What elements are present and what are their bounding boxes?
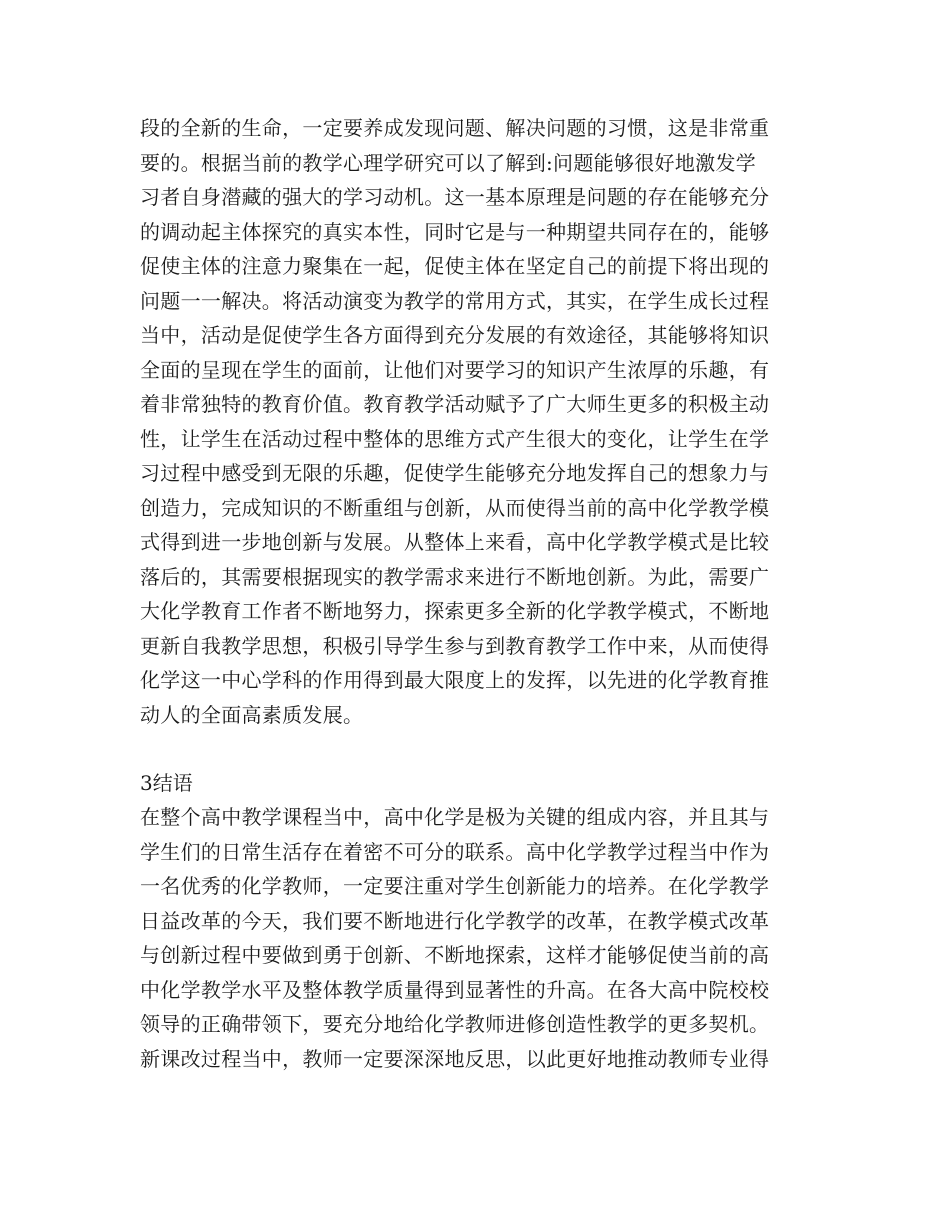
paragraph-line: 新课改过程当中，教师一定要深深地反思，以此更好地推动教师专业得 xyxy=(140,1046,770,1071)
paragraph-line: 式得到进一步地创新与发展。从整体上来看，高中化学教学模式是比较 xyxy=(140,530,770,554)
paragraph-line: 段的全新的生命，一定要养成发现问题、解决问题的习惯，这是非常重 xyxy=(140,116,770,140)
body-paragraph-2 xyxy=(140,800,820,1076)
paragraph-line: 更新自我教学思想，积极引导学生参与到教育教学工作中来，从而使得 xyxy=(140,633,770,658)
paragraph-line: 创造力，完成知识的不断重组与创新，从而使得当前的高中化学教学模 xyxy=(140,495,770,520)
paragraph-line: 与创新过程中要做到勇于创新、不断地探索，这样才能够促使当前的高 xyxy=(140,943,770,967)
body-paragraph-1 xyxy=(140,111,820,732)
section-heading: 3结语 xyxy=(140,771,193,795)
paragraph-line: 当中，活动是促使学生各方面得到充分发展的有效途径，其能够将知识 xyxy=(140,323,770,347)
paragraph-line: 日益改革的今天，我们要不断地进行化学教学的改革，在教学模式改革 xyxy=(140,908,770,933)
paragraph-line: 领导的正确带领下，要充分地给化学教师进修创造性教学的更多契机。 xyxy=(140,1012,770,1036)
paragraph-line: 的调动起主体探究的真实本性，同时它是与一种期望共同存在的，能够 xyxy=(140,219,770,244)
paragraph-line: 动人的全面高素质发展。 xyxy=(140,702,364,727)
paragraph-line: 学生们的日常生活存在着密不可分的联系。高中化学教学过程当中作为 xyxy=(140,839,770,864)
paragraph-line: 习过程中感受到无限的乐趣，促使学生能够充分地发挥自己的想象力与 xyxy=(140,461,770,485)
paragraph-line: 一名优秀的化学教师，一定要注重对学生创新能力的培养。在化学教学 xyxy=(140,874,770,898)
paragraph-line: 全面的呈现在学生的面前，让他们对要学习的知识产生浓厚的乐趣，有 xyxy=(140,357,770,382)
paragraph-line: 中化学教学水平及整体教学质量得到显著性的升高。在各大高中院校校 xyxy=(140,977,770,1002)
paragraph-line: 问题一一解决。将活动演变为教学的常用方式，其实，在学生成长过程 xyxy=(140,288,770,313)
paragraph-line: 落后的，其需要根据现实的教学需求来进行不断地创新。为此，需要广 xyxy=(140,564,770,589)
paragraph-line: 化学这一中心学科的作用得到最大限度上的发挥，以先进的化学教育推 xyxy=(140,668,770,692)
paragraph-line: 要的。根据当前的教学心理学研究可以了解到:问题能够很好地激发学 xyxy=(140,150,757,175)
paragraph-line: 大化学教育工作者不断地努力，探索更多全新的化学教学模式，不断地 xyxy=(140,599,770,623)
section-heading-block xyxy=(140,766,820,800)
paragraph-line: 着非常独特的教育价值。教育教学活动赋予了广大师生更多的积极主动 xyxy=(140,392,770,416)
paragraph-line: 性，让学生在活动过程中整体的思维方式产生很大的变化，让学生在学 xyxy=(140,426,770,451)
paragraph-line: 习者自身潜藏的强大的学习动机。这一基本原理是问题的存在能够充分 xyxy=(140,185,770,209)
paragraph-line: 促使主体的注意力聚集在一起，促使主体在坚定自己的前提下将出现的 xyxy=(140,254,770,278)
paragraph-line: 在整个高中教学课程当中，高中化学是极为关键的组成内容，并且其与 xyxy=(140,805,770,829)
